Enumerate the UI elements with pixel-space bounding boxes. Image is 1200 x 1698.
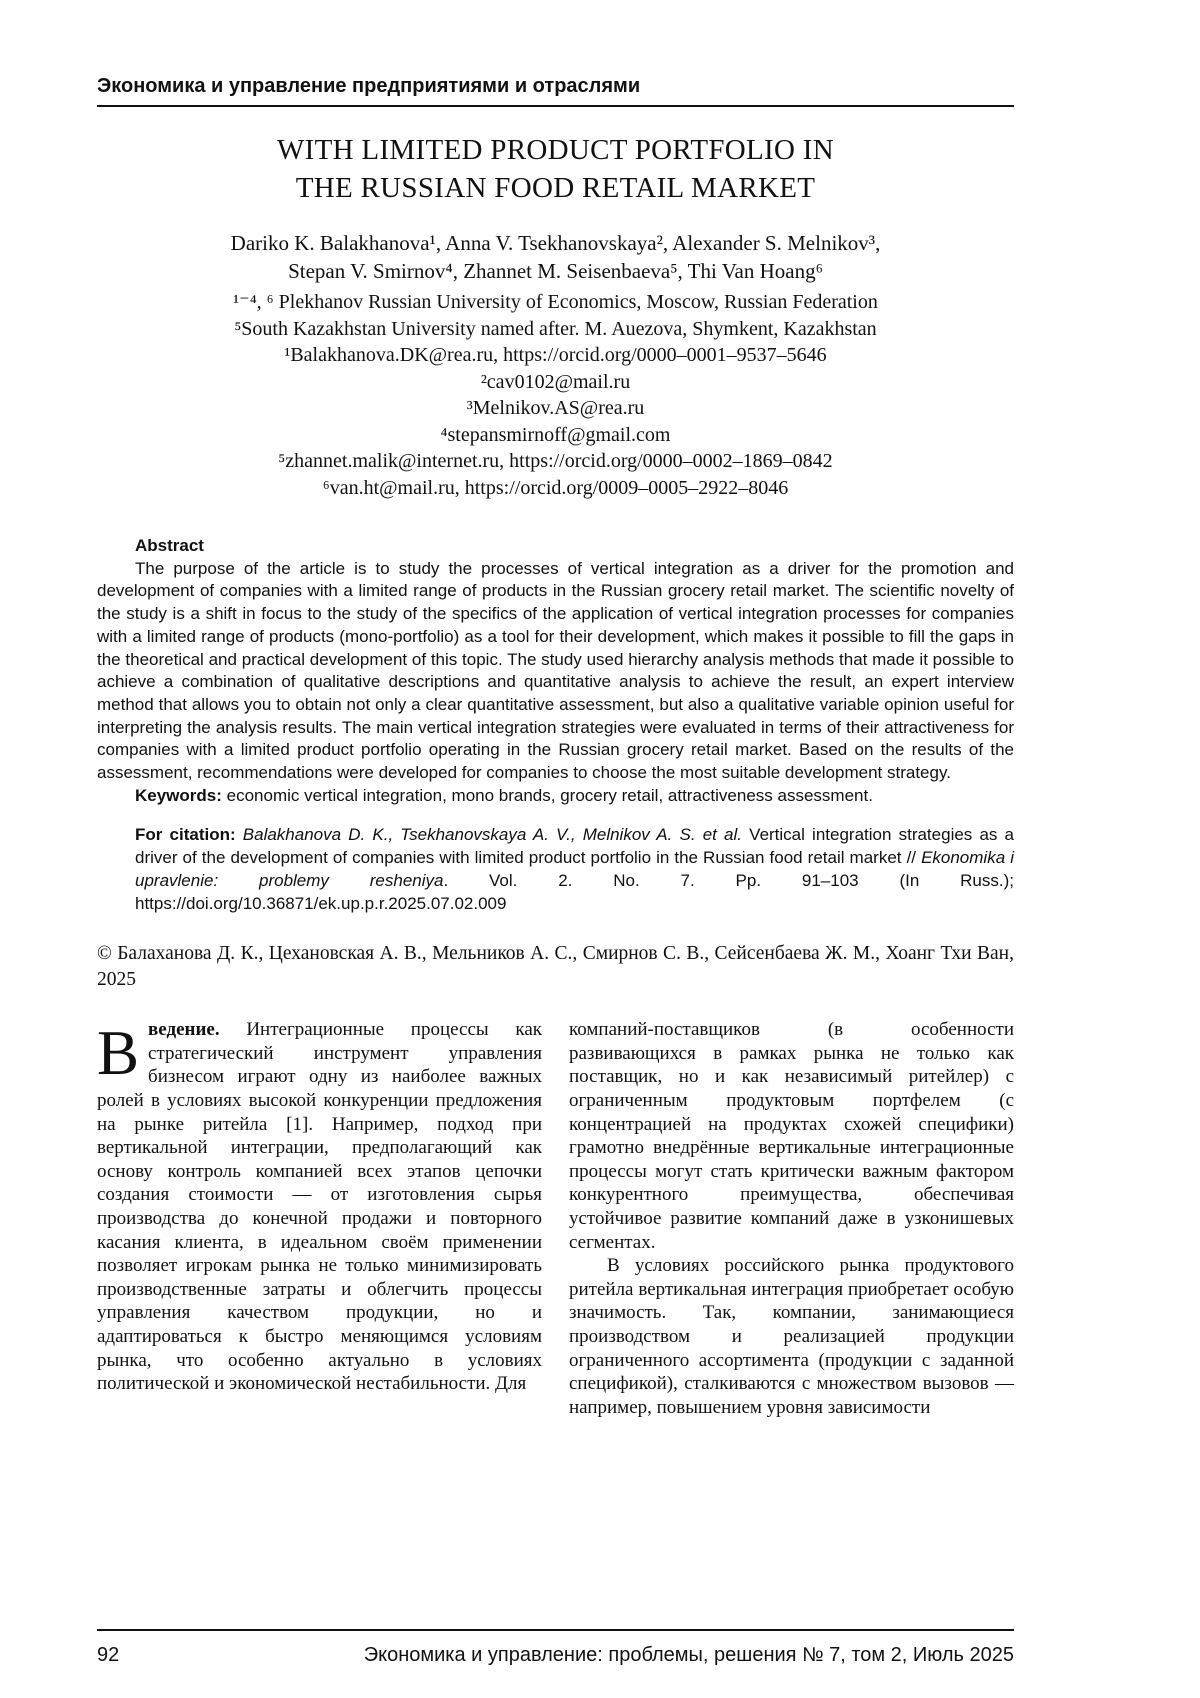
author-contact-line: ⁵zhannet.malik@internet.ru, https://orcid.org/0000–0002–1869–0842	[278, 450, 833, 472]
article-title-line-2: THE RUSSIAN FOOD RETAIL MARKET	[295, 172, 816, 204]
affiliation-line: ¹⁻⁴, ⁶ Plekhanov Russian University of Economics, Moscow, Russian Federation	[233, 291, 878, 313]
body-paragraph: компаний-поставщиков (в особенности развивающихся в рамках рынка не только как поставщик, но и как независимый ритейлер) с ограниченным продуктовым портфелем (с концентрацией на продуктах схожей специфики) грамотно внедрённые вертикальные интеграционные процессы могут стать критически важным фактором конкурентного преимущества, обеспечивая устойчивое развитие компаний даже в узконишевых сегментах.	[569, 1019, 1014, 1253]
citation-block	[135, 824, 1014, 915]
keywords-text: economic vertical integration, mono brands, grocery retail, attractiveness assessment.	[221, 785, 873, 805]
drop-cap: В	[97, 1018, 140, 1089]
journal-footer-info: Экономика и управление: проблемы, решения № 7, том 2, Июль 2025	[363, 1644, 1014, 1666]
author-line: Dariko K. Balakhanova¹, Anna V. Tsekhanovskaya², Alexander S. Melnikov³,	[230, 231, 881, 255]
abstract-text: The purpose of the article is to study the processes of vertical integration as a driver for the promotion and development of companies with a limited range of products in the Russian grocery retail market. The scientific novelty of the study is a shift in focus to the study of the specifics of the application of vertical integration processes for companies with a limited range of products (mono-portfolio) as a tool for their development, which makes it possible to fill the gaps in the theoretical and practical development of this topic. The study used hierarchy analysis methods that made it possible to achieve a combination of qualitative descriptions and quantitative analysis to achieve the result, an expert interview method that allows you to obtain not only a clear quantitative assessment, but also a qualitative variable opinion useful for interpreting the analysis results. The main vertical integration strategies were evaluated in terms of their attractiveness for companies with a limited product portfolio operating in the Russian grocery retail market. Based on the results of the assessment, recommendations were developed for companies to choose the most suitable development strategy.	[97, 558, 1014, 783]
intro-text: Интеграционные процессы как стратегический инструмент управления бизнесом играют одну из наиболее важных ролей в условиях высокой конкуренции предложения на рынке ритейла [1]. Например, подход при вертикальной интеграции, предполагающий как основу контроль компанией всех этапов цепочки создания стоимости — от изготовления сырья производства до конечной продажи и повторного касания клиента, в идеальном своём применении позволяет игрокам рынка не только минимизировать производственные затраты и облегчить процессы управления качеством продукции, но и адаптироваться к быстро меняющимся условиям рынка, что особенно актуально в условиях политической и экономической нестабильности. Для	[97, 1019, 542, 1395]
page-footer	[97, 1629, 1014, 1668]
citation-tail: . Vol. 2. No. 7. Pp. 91–103 (In Russ.); https://doi.org/10.36871/ek.up.p.r.2025.07.02.009	[135, 870, 1014, 913]
citation-label: For citation:	[135, 825, 236, 845]
author-line: Stepan V. Smirnov⁴, Zhannet M. Seisenbaeva⁵, Thi Van Hoang⁶	[288, 259, 823, 283]
keywords-line	[97, 785, 1014, 808]
body-columns	[97, 1018, 1014, 1419]
citation-authors: Balakhanova D. K., Tsekhanovskaya A. V., Melnikov A. S. et al.	[235, 825, 743, 845]
copyright-line: © Балаханова Д. К., Цехановская А. В., Мельников А. С., Смирнов С. В., Сейсенбаева Ж. М., Хоанг Тхи Ван, 2025	[97, 943, 1014, 990]
author-contact-line: ⁶van.ht@mail.ru, https://orcid.org/0009–0005–2922–8046	[322, 476, 789, 499]
keywords-label: Keywords:	[135, 785, 222, 805]
header-rule	[97, 105, 1014, 107]
article-title-line-1: WITH LIMITED PRODUCT PORTFOLIO IN	[277, 134, 834, 166]
body-paragraph: В условиях российского рынка продуктового ритейла вертикальная интеграция приобретает особую значимость. Так, компании, занимающиеся производством и реализацией продукции ограниченного ассортимента (продукции с заданной спецификой), сталкиваются с множеством вызовов — например, повышением уровня зависимости	[569, 1255, 1014, 1418]
left-column	[97, 1018, 542, 1419]
abstract-section	[97, 535, 1014, 807]
page-number: 92	[97, 1644, 120, 1666]
running-head: Экономика и управление предприятиями и отраслями	[97, 75, 641, 97]
affiliations-block	[97, 289, 1014, 501]
author-contact-line: ³Melnikov.AS@rea.ru	[466, 397, 645, 419]
authors-block	[97, 229, 1014, 501]
author-contact-line: ²cav0102@mail.ru	[480, 370, 631, 393]
abstract-heading: Abstract	[135, 536, 204, 555]
citation-text: Vertical integration strategies as a driver of the development of companies with limited product portfolio in the Russian food retail market //	[135, 825, 1014, 868]
right-column	[569, 1018, 1014, 1419]
affiliation-line: ⁵South Kazakhstan University named after. M. Auezova, Shymkent, Kazakhstan	[234, 317, 877, 340]
article-title	[97, 131, 1014, 207]
intro-paragraph	[97, 1018, 542, 1396]
author-contact-line: ¹Balakhanova.DK@rea.ru, https://orcid.org/0000–0001–9537–5646	[284, 344, 827, 366]
citation-journal: Ekonomika i upravlenie: problemy resheniya	[135, 848, 1014, 890]
author-contact-line: ⁴stepansmirnoff@gmail.com	[440, 423, 671, 446]
introduction-heading: ведение.	[148, 1019, 220, 1041]
